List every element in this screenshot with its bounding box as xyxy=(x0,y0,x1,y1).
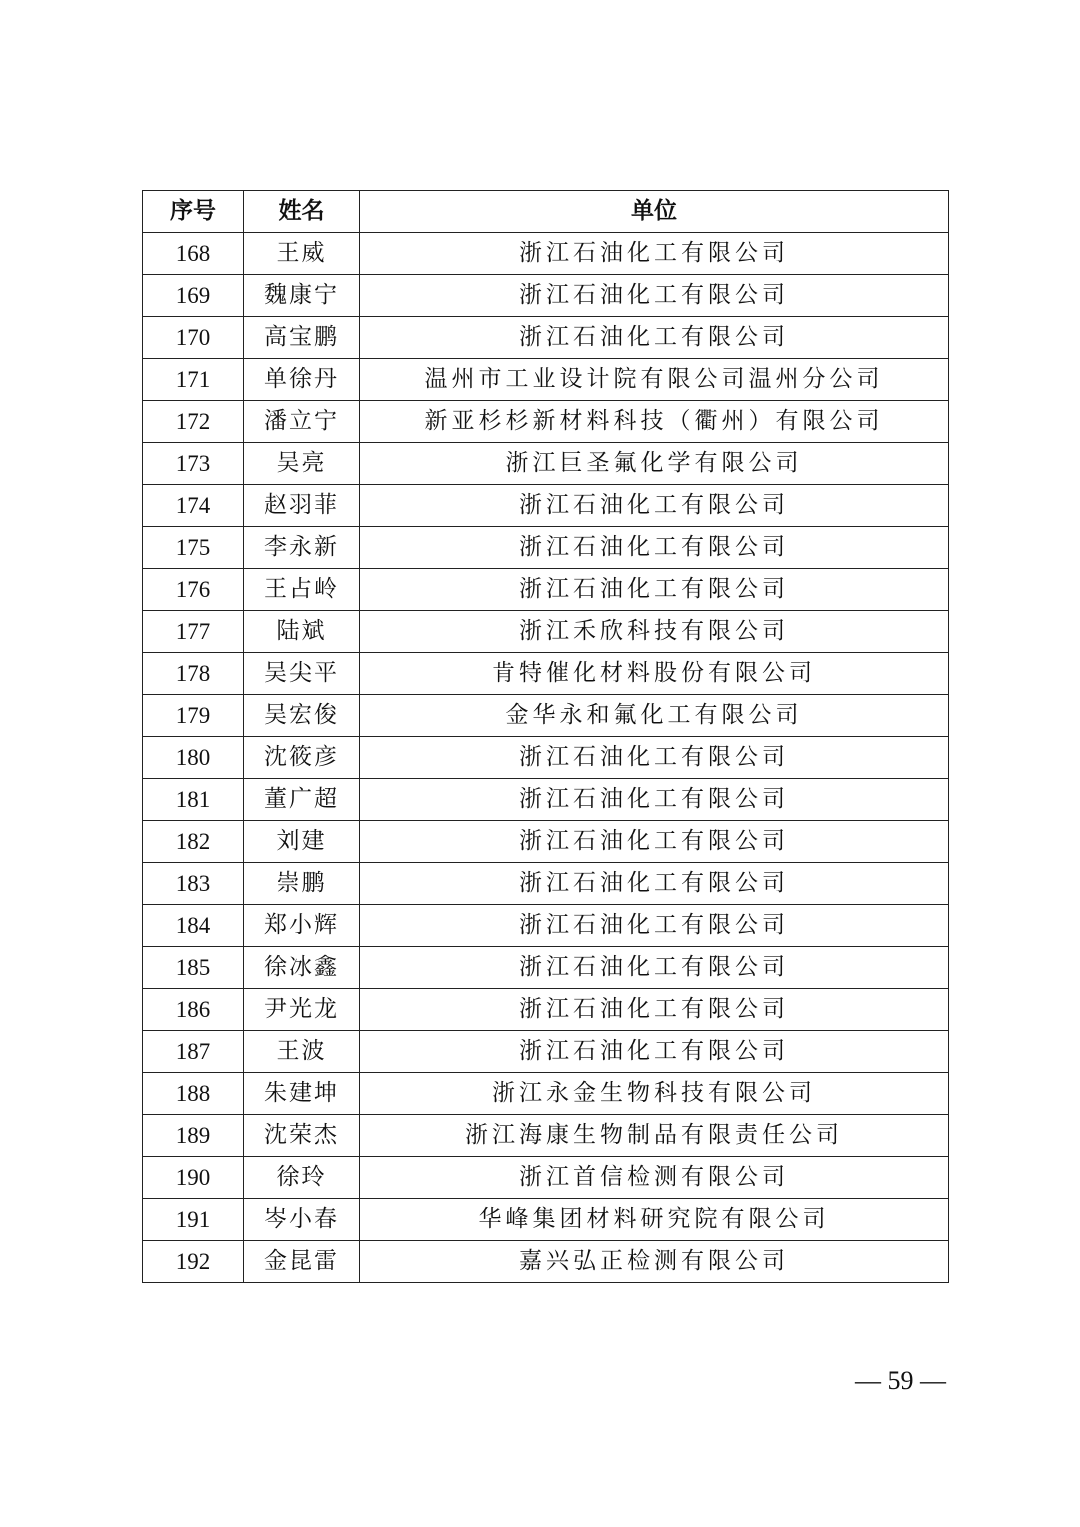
table-row xyxy=(143,779,949,821)
unit-cell: 浙江石油化工有限公司 xyxy=(360,275,949,317)
name-cell: 董广超 xyxy=(244,779,360,821)
name-cell: 刘建 xyxy=(244,821,360,863)
table-row xyxy=(143,317,949,359)
name-cell: 岑小春 xyxy=(244,1199,360,1241)
unit-cell: 浙江首信检测有限公司 xyxy=(360,1157,949,1199)
table-row xyxy=(143,1073,949,1115)
serial-cell: 186 xyxy=(143,989,244,1031)
table-header-row xyxy=(143,191,949,233)
table-row xyxy=(143,947,949,989)
unit-cell: 嘉兴弘正检测有限公司 xyxy=(360,1241,949,1283)
serial-cell: 190 xyxy=(143,1157,244,1199)
serial-cell: 192 xyxy=(143,1241,244,1283)
table-row xyxy=(143,821,949,863)
unit-cell: 浙江石油化工有限公司 xyxy=(360,989,949,1031)
unit-cell: 浙江石油化工有限公司 xyxy=(360,821,949,863)
table-row xyxy=(143,233,949,275)
table-row xyxy=(143,863,949,905)
table-row xyxy=(143,569,949,611)
unit-cell: 浙江石油化工有限公司 xyxy=(360,569,949,611)
header-serial: 序号 xyxy=(143,191,244,233)
serial-cell: 182 xyxy=(143,821,244,863)
table-row xyxy=(143,443,949,485)
table-row xyxy=(143,653,949,695)
table-row xyxy=(143,275,949,317)
unit-cell: 浙江巨圣氟化学有限公司 xyxy=(360,443,949,485)
header-name: 姓名 xyxy=(244,191,360,233)
unit-cell: 浙江永金生物科技有限公司 xyxy=(360,1073,949,1115)
name-cell: 潘立宁 xyxy=(244,401,360,443)
serial-cell: 188 xyxy=(143,1073,244,1115)
serial-cell: 179 xyxy=(143,695,244,737)
serial-cell: 174 xyxy=(143,485,244,527)
serial-cell: 171 xyxy=(143,359,244,401)
unit-cell: 浙江石油化工有限公司 xyxy=(360,737,949,779)
table-row xyxy=(143,611,949,653)
name-cell: 魏康宁 xyxy=(244,275,360,317)
page-number: — 59 — xyxy=(855,1366,946,1395)
table-row xyxy=(143,1199,949,1241)
name-cell: 高宝鹏 xyxy=(244,317,360,359)
name-cell: 王威 xyxy=(244,233,360,275)
unit-cell: 浙江石油化工有限公司 xyxy=(360,905,949,947)
name-cell: 王波 xyxy=(244,1031,360,1073)
unit-cell: 浙江石油化工有限公司 xyxy=(360,947,949,989)
table-row xyxy=(143,527,949,569)
unit-cell: 华峰集团材料研究院有限公司 xyxy=(360,1199,949,1241)
serial-cell: 169 xyxy=(143,275,244,317)
serial-cell: 177 xyxy=(143,611,244,653)
serial-cell: 185 xyxy=(143,947,244,989)
name-cell: 沈筱彦 xyxy=(244,737,360,779)
unit-cell: 浙江石油化工有限公司 xyxy=(360,1031,949,1073)
table-row xyxy=(143,1157,949,1199)
name-cell: 金昆雷 xyxy=(244,1241,360,1283)
unit-cell: 新亚杉杉新材料科技（衢州）有限公司 xyxy=(360,401,949,443)
name-cell: 尹光龙 xyxy=(244,989,360,1031)
name-cell: 吴尖平 xyxy=(244,653,360,695)
unit-cell: 浙江海康生物制品有限责任公司 xyxy=(360,1115,949,1157)
serial-cell: 175 xyxy=(143,527,244,569)
serial-cell: 183 xyxy=(143,863,244,905)
table-row xyxy=(143,989,949,1031)
table-row xyxy=(143,401,949,443)
header-unit: 单位 xyxy=(360,191,949,233)
table-row xyxy=(143,1031,949,1073)
serial-cell: 181 xyxy=(143,779,244,821)
table-row xyxy=(143,1241,949,1283)
name-cell: 陆斌 xyxy=(244,611,360,653)
name-cell: 徐玲 xyxy=(244,1157,360,1199)
serial-cell: 172 xyxy=(143,401,244,443)
unit-cell: 温州市工业设计院有限公司温州分公司 xyxy=(360,359,949,401)
table-body xyxy=(143,233,949,1283)
unit-cell: 浙江石油化工有限公司 xyxy=(360,233,949,275)
unit-cell: 浙江石油化工有限公司 xyxy=(360,485,949,527)
name-cell: 郑小辉 xyxy=(244,905,360,947)
serial-cell: 191 xyxy=(143,1199,244,1241)
name-cell: 王占岭 xyxy=(244,569,360,611)
roster-table xyxy=(142,190,949,1283)
unit-cell: 浙江石油化工有限公司 xyxy=(360,779,949,821)
table-row xyxy=(143,1115,949,1157)
name-cell: 吴亮 xyxy=(244,443,360,485)
serial-cell: 189 xyxy=(143,1115,244,1157)
name-cell: 赵羽菲 xyxy=(244,485,360,527)
table-row xyxy=(143,905,949,947)
serial-cell: 168 xyxy=(143,233,244,275)
name-cell: 吴宏俊 xyxy=(244,695,360,737)
unit-cell: 浙江禾欣科技有限公司 xyxy=(360,611,949,653)
unit-cell: 浙江石油化工有限公司 xyxy=(360,863,949,905)
serial-cell: 173 xyxy=(143,443,244,485)
unit-cell: 肯特催化材料股份有限公司 xyxy=(360,653,949,695)
serial-cell: 170 xyxy=(143,317,244,359)
unit-cell: 浙江石油化工有限公司 xyxy=(360,527,949,569)
unit-cell: 浙江石油化工有限公司 xyxy=(360,317,949,359)
name-cell: 崇鹏 xyxy=(244,863,360,905)
name-cell: 沈荣杰 xyxy=(244,1115,360,1157)
table-row xyxy=(143,485,949,527)
name-cell: 李永新 xyxy=(244,527,360,569)
serial-cell: 176 xyxy=(143,569,244,611)
serial-cell: 178 xyxy=(143,653,244,695)
unit-cell: 金华永和氟化工有限公司 xyxy=(360,695,949,737)
name-cell: 单徐丹 xyxy=(244,359,360,401)
serial-cell: 180 xyxy=(143,737,244,779)
table-row xyxy=(143,737,949,779)
table-row xyxy=(143,359,949,401)
serial-cell: 187 xyxy=(143,1031,244,1073)
name-cell: 徐冰鑫 xyxy=(244,947,360,989)
table-row xyxy=(143,695,949,737)
name-cell: 朱建坤 xyxy=(244,1073,360,1115)
serial-cell: 184 xyxy=(143,905,244,947)
